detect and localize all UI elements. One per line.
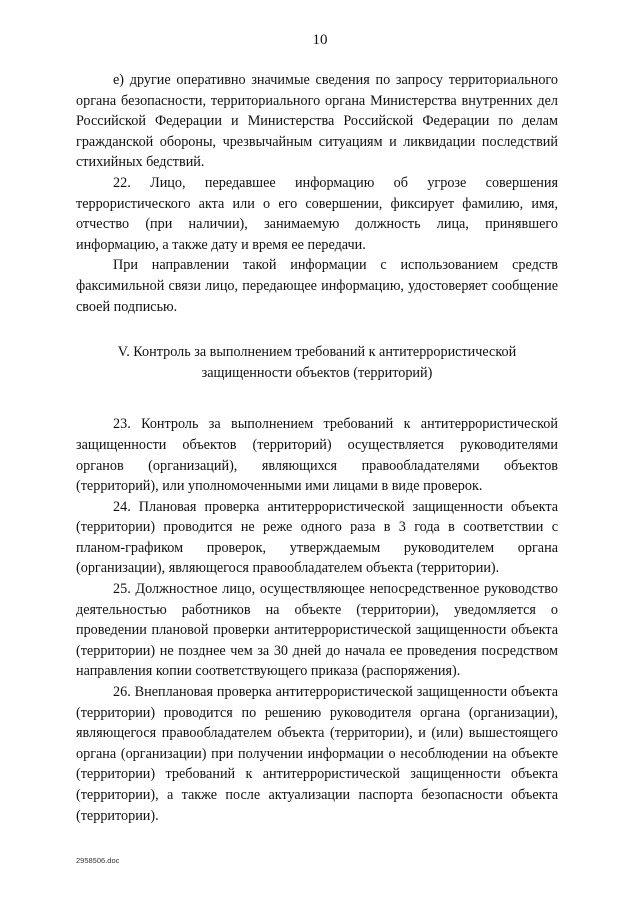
paragraph-26: 26. Внеплановая проверка антитеррористической защищенности объекта (территории) проводится по решению руководителя органа (организации), являющегося правообладателем объекта (территории), и (или) вышестоящего органа (организации) при получении информации о несоблюдении на объекте (территории) требований к антитеррористической защищенности объекта (территории), а также после актуализации паспорта безопасности объекта (территории).	[76, 684, 558, 824]
document-body	[76, 70, 558, 826]
paragraph-22: 22. Лицо, передавшее информацию об угрозе совершения террористического акта или о его совершении, фиксирует фамилию, имя, отчество (при наличии), занимаемую должность лица, принявшего информацию, а также дату и время ее передачи.	[76, 174, 558, 253]
paragraph-25: 25. Должностное лицо, осуществляющее непосредственное руководство деятельностью работников на объекте (территории), уведомляется о проведении плановой проверки антитеррористической защищенности объекта (территории) не позднее чем за 30 дней до начала ее проведения посредством направления копии соответствующего приказа (распоряжения).	[76, 581, 558, 680]
section-heading-line1: V. Контроль за выполнением требований к антитеррористической	[117, 344, 517, 361]
paragraph-24: 24. Плановая проверка антитеррористической защищенности объекта (территории) проводится не реже одного раза в 3 года в соответствии с планом-графиком проверок, утверждаемым руководителем органа (организации), являющегося правообладателем объекта (территории).	[76, 498, 558, 577]
section-heading-line2: защищенности объектов (территорий)	[201, 364, 433, 381]
paragraph-fax: При направлении такой информации с использованием средств факсимильной связи лицо, передающее информацию, удостоверяет сообщение своей подписью.	[76, 257, 558, 315]
paragraph-item-e: е) другие оперативно значимые сведения по запросу территориального органа безопасности, территориального органа Министерства внутренних дел Российской Федерации и Министерства Российской Федерации по делам гражданской обороны, чрезвычайным ситуациям и ликвидации последствий стихийных бедствий.	[76, 72, 558, 171]
section-heading	[76, 342, 558, 383]
file-name-footer: 2958506.doc	[76, 856, 120, 865]
page-number: 10	[312, 32, 328, 48]
paragraph-23: 23. Контроль за выполнением требований к антитеррористической защищенности объектов (территорий) осуществляется руководителями органов (организаций), являющихся правообладателями объектов (территорий), или уполномоченными ими лицами в виде проверок.	[76, 416, 558, 495]
